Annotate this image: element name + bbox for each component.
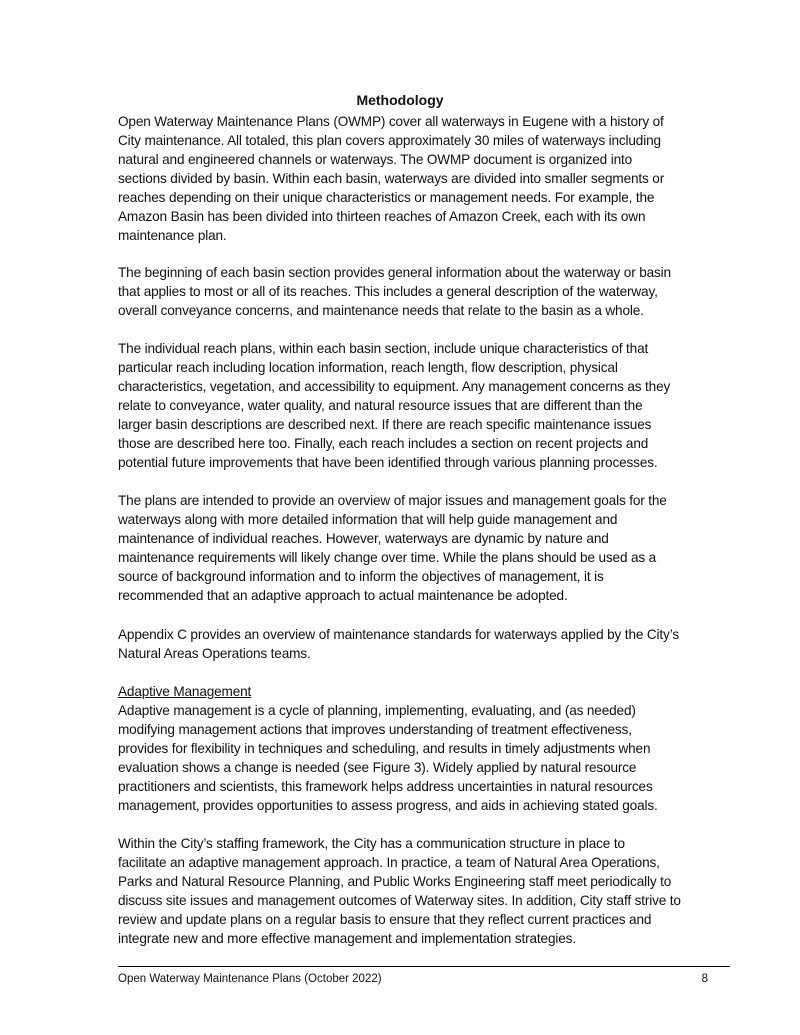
text-line: Amazon Basin has been divided into thirteen reaches of Amazon Creek, each with its own [118, 209, 646, 224]
text-line: potential future improvements that have been identified through various planning processes. [118, 455, 658, 470]
paragraph-5 [118, 625, 738, 663]
footer-divider [118, 966, 730, 967]
page-number: 8 [701, 973, 708, 985]
text-line: Parks and Natural Resource Planning, and Public Works Engineering staff meet periodically to [118, 874, 672, 889]
text-line: those are described here too. Finally, each reach includes a section on recent projects and [118, 436, 649, 451]
text-line: review and update plans on a regular basis to ensure that they reflect current practices and [118, 912, 652, 927]
text-line: management, provides opportunities to assess progress, and aids in achieving stated goals. [118, 798, 658, 813]
section-heading: Adaptive Management [118, 684, 252, 699]
text-line: overall conveyance concerns, and maintenance needs that relate to the basin as a whole. [118, 303, 644, 318]
text-line: recommended that an adaptive approach to actual maintenance be adopted. [118, 588, 568, 603]
text-line: evaluation shows a change is needed (see Figure 3). Widely applied by natural resource [118, 760, 637, 775]
text-line: The beginning of each basin section provides general information about the waterway or basin [118, 265, 671, 280]
footer-title: Open Waterway Maintenance Plans (October 2022) [118, 973, 382, 985]
text-line: Within the City’s staffing framework, the City has a communication structure in place to [118, 836, 625, 851]
text-line: Natural Areas Operations teams. [118, 646, 311, 661]
adaptive-management-section [118, 682, 738, 815]
text-line: practitioners and scientists, this framework helps address uncertainties in natural resources [118, 779, 653, 794]
text-line: integrate new and more effective management and implementation strategies. [118, 931, 576, 946]
footer [118, 973, 708, 985]
page-title: Methodology [356, 92, 444, 108]
text-line: waterways along with more detailed information that will help guide management and [118, 512, 618, 527]
text-line: that applies to most or all of its reaches. This includes a general description of the waterway, [118, 284, 658, 299]
paragraph-2 [118, 263, 738, 320]
text-line: maintenance plan. [118, 228, 227, 243]
text-line: Adaptive management is a cycle of planning, implementing, evaluating, and (as needed) [118, 703, 636, 718]
text-line: characteristics, vegetation, and accessibility to equipment. Any management concerns as they [118, 379, 671, 394]
text-line: The individual reach plans, within each basin section, include unique characteristics of that [118, 341, 649, 356]
text-line: modifying management actions that improves understanding of treatment effectiveness, [118, 722, 632, 737]
text-line: discuss site issues and management outcomes of Waterway sites. In addition, City staff strive to [118, 893, 681, 908]
paragraph-7 [118, 834, 738, 948]
text-line: Open Waterway Maintenance Plans (OWMP) cover all waterways in Eugene with a history of [118, 114, 664, 129]
text-line: maintenance of individual reaches. However, waterways are dynamic by nature and [118, 531, 609, 546]
paragraph-4 [118, 491, 738, 605]
text-line: Appendix C provides an overview of maintenance standards for waterways applied by the City’s [118, 627, 679, 642]
text-line: source of background information and to inform the objectives of management, it is [118, 569, 604, 584]
text-line: particular reach including location information, reach length, flow description, physical [118, 360, 618, 375]
text-line: larger basin descriptions are described next. If there are reach specific maintenance issues [118, 417, 652, 432]
paragraph-1 [118, 112, 738, 245]
text-line: reaches depending on their unique characteristics or management needs. For example, the [118, 190, 655, 205]
text-line: relate to conveyance, water quality, and natural resource issues that are different than the [118, 398, 643, 413]
text-line: City maintenance. All totaled, this plan covers approximately 30 miles of waterways including [118, 133, 661, 148]
text-line: facilitate an adaptive management approach. In practice, a team of Natural Area Operations, [118, 855, 660, 870]
text-line: maintenance requirements will likely change over time. While the plans should be used as a [118, 550, 657, 565]
paragraph-3 [118, 339, 738, 472]
text-line: provides for flexibility in techniques and scheduling, and results in timely adjustments when [118, 741, 651, 756]
text-line: The plans are intended to provide an overview of major issues and management goals for the [118, 493, 667, 508]
text-line: sections divided by basin. Within each basin, waterways are divided into smaller segments or [118, 171, 665, 186]
text-line: natural and engineered channels or waterways. The OWMP document is organized into [118, 152, 633, 167]
